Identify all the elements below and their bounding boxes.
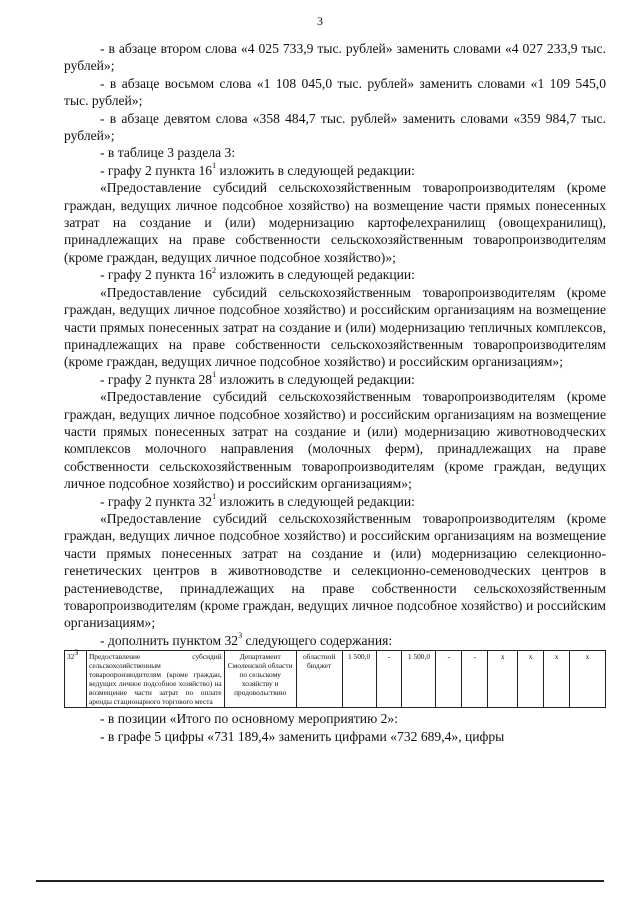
paragraph-lead: - графу 2 пункта $32^1$ изложить в следующей редакции: [100,492,415,509]
paragraph: - в абзаце девятом слова «358 484,7 тыс. рублей» заменить словами «359 984,7 тыс. рублей»; [64,110,606,144]
paragraph-quote: «Предоставление субсидий сельскохозяйственным товаропроизводителям (кроме граждан, ведущих личное подсобное хозяйство) и российским организациям на возмещение части прямых понесенных затрат на создание и (или) модернизацию животноводческих комплексов молочного направления (молочных ферм), принадлежащих на праве собственности сельскохозяйственным товаропроизводителям (кроме граждан, ведущих личное подсобное хозяйство) и российским организациям»; [64,389,606,492]
paragraph-quote: «Предоставление субсидий сельскохозяйственным товаропроизводителям (кроме граждан, ведущих личное подсобное хозяйство) и российским организациям на возмещение части прямых понесенных затрат на создание и (или) модернизацию селекционно-генетических центров в животноводстве и селекционно-семеноводческих центров в растениеводстве, принадлежащих на праве собственности сельскохозяйственным товаропроизводителям (кроме граждан, ведущих личное подсобное хозяйство) и российским организациям»; [64,510,606,631]
cell-description: Предоставление субсидий сельскохозяйственным товаропроизводителям (кроме граждан, ведущих личное подсобное хозяйство) на возмещение части затрат по оплате аренды стационарного торгового места [86,651,224,708]
paragraph: - в позиции «Итого по основному мероприятию 2»: [100,711,398,727]
paragraph-lead: - графу 2 пункта $16^1$ изложить в следующей редакции: [100,161,415,178]
table-row [65,651,606,708]
document-body [64,40,606,745]
page-number: 3 [317,14,323,28]
paragraph: - в абзаце восьмом слова «1 108 045,0 тыс. рублей» заменить словами «1 109 545,0 тыс. рублей»; [64,75,606,109]
paragraph-quote: «Предоставление субсидий сельскохозяйственным товаропроизводителям (кроме граждан, ведущих личное подсобное хозяйство) на возмещение части прямых понесенных затрат на создание и (или) модернизацию картофелехранилищ (овощехранилищ), принадлежащих на праве собственности сельскохозяйственным товаропроизводителям (кроме граждан, ведущих личное подсобное хозяйство)»; [64,180,606,265]
cell-year-2: 1 500,0 [402,651,436,708]
paragraph: - в таблице 3 раздела 3: [100,145,236,161]
paragraph-quote: «Предоставление субсидий сельскохозяйственным товаропроизводителям (кроме граждан, ведущих личное подсобное хозяйство) и российским организациям на возмещение части прямых понесенных затрат на создание и (или) модернизацию тепличных комплексов, принадлежащих на праве собственности сельскохозяйственным товаропроизводителям (кроме граждан, ведущих личное подсобное хозяйство) и российским организациям»; [64,284,606,370]
paragraph: - в абзаце втором слова «4 025 733,9 тыс. рублей» заменить словами «4 027 233,9 тыс. рублей»; [64,41,606,74]
inserted-table-row [64,647,606,708]
cell-number: $32^3$ [65,651,87,708]
cell-x-3: х [544,651,570,708]
cell-year-3: - [436,651,462,708]
cell-total: 1 500,0 [342,651,376,708]
paragraph: - в графе 5 цифры «731 189,4» заменить цифрами «732 689,4», цифры [100,728,505,744]
cell-year-4: - [462,651,488,708]
paragraph-lead: - графу 2 пункта $28^1$ изложить в следующей редакции: [100,370,415,387]
paragraph-lead: - графу 2 пункта $16^2$ изложить в следующей редакции: [100,265,415,283]
bottom-rule [36,880,604,882]
cell-x-2: х [518,651,544,708]
cell-executor: Департамент Смоленской области по сельскому хозяйству и продовольствию [224,651,296,708]
paragraph-lead: - дополнить пунктом $32^3$ следующего содержания: [100,631,393,648]
cell-source: областной бюджет [296,651,342,708]
cell-x-4: х [570,651,606,708]
cell-x-1: х [488,651,518,708]
cell-year-1: - [376,651,402,708]
